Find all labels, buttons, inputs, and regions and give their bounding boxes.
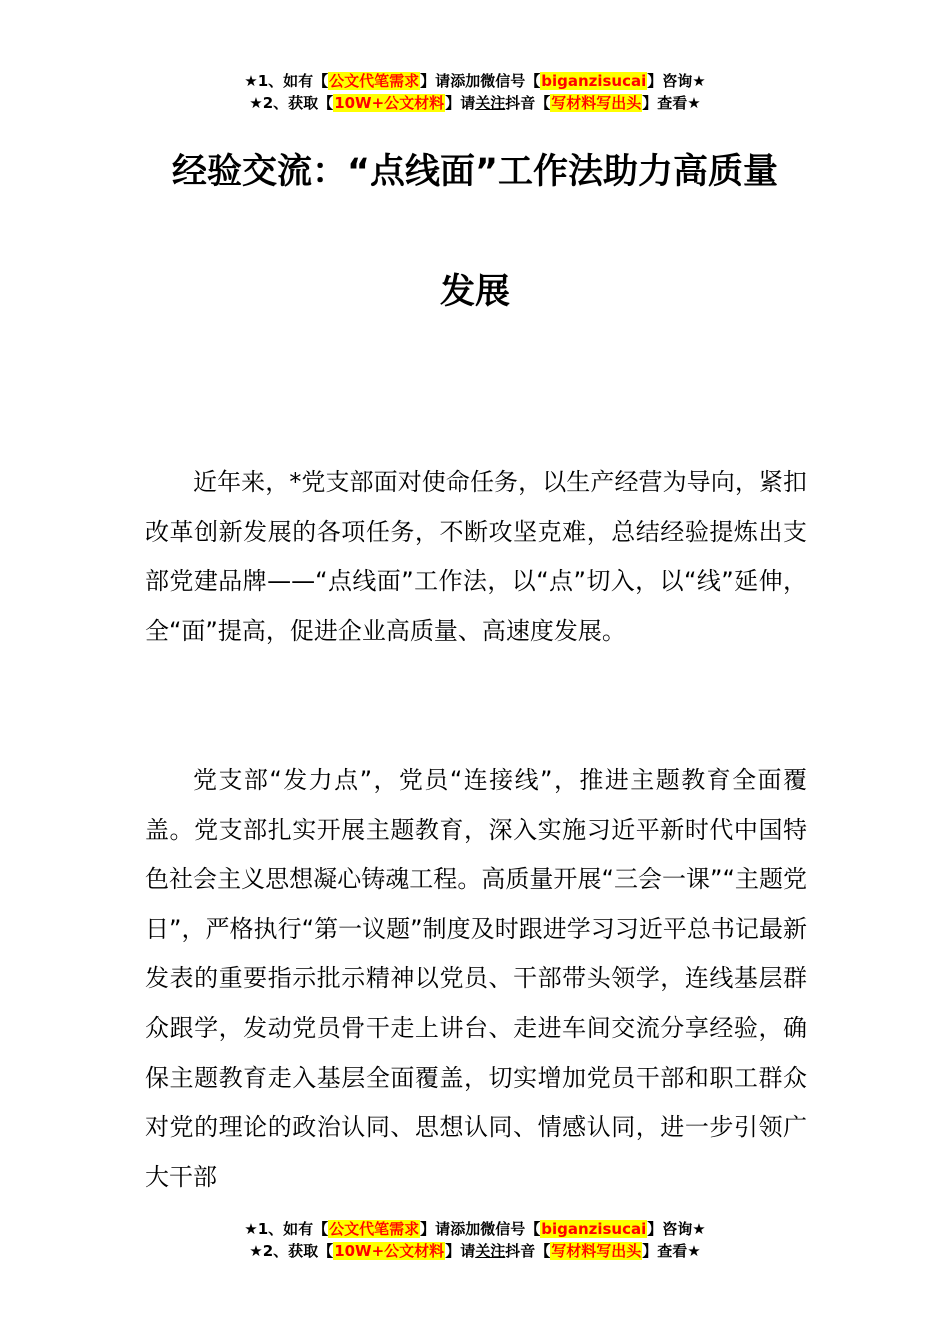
promo-highlight: biganzisucai — [541, 1220, 647, 1238]
promo-text: 】查看★ — [642, 1242, 701, 1260]
document-title: 经验交流：“点线面”工作法助力高质量 — [171, 152, 778, 192]
promo-line-2 — [0, 92, 950, 114]
promo-highlight: 公文代笔需求 — [329, 72, 420, 90]
promo-text: 】咨询★ — [647, 72, 706, 90]
promo-text: ★2、获取【 — [249, 94, 334, 112]
promo-highlight: 写材料写出头 — [551, 1242, 642, 1260]
promo-line-2 — [0, 1240, 950, 1262]
promo-highlight: biganzisucai — [541, 72, 647, 90]
promo-highlight: 10W+公文材料 — [334, 94, 445, 112]
promo-emphasis: 添加 — [450, 1220, 481, 1238]
promo-text: 】查看★ — [642, 94, 701, 112]
promo-text: 】咨询★ — [647, 1220, 706, 1238]
promo-text: 】请 — [420, 1220, 451, 1238]
document-title-continued: 发展 — [439, 272, 510, 312]
footer-promo-banner — [0, 1218, 950, 1262]
promo-text: 】请 — [420, 72, 451, 90]
promo-emphasis: 添加 — [450, 72, 481, 90]
promo-text: 微信号【 — [480, 1220, 541, 1238]
promo-text: 微信号【 — [480, 72, 541, 90]
promo-highlight: 10W+公文材料 — [334, 1242, 445, 1260]
promo-text: ★1、如有【 — [244, 1220, 329, 1238]
body-paragraph: 党支部“发力点”，党员“连接线”，推进主题教育全面覆盖。党支部扎实开展主题教育，深入实施习近平新时代中国特色社会主义思想凝心铸魂工程。高质量开展“三会一课”“主题党日”，严格执行“第一议题”制度及时跟进学习习近平总书记最新发表的重要指示批示精神以党员、干部带头领学，连线基层群众跟学，发动党员骨干走上讲台、走进车间交流分享经验，确保主题教育走入基层全面覆盖，切实增加党员干部和职工群众对党的理论的政治认同、思想认同、情感认同，进一步引领广大干部 — [145, 766, 807, 1191]
promo-text: 】请 — [445, 1242, 476, 1260]
promo-text: ★1、如有【 — [244, 72, 329, 90]
promo-text: ★2、获取【 — [249, 1242, 334, 1260]
promo-highlight: 公文代笔需求 — [329, 1220, 420, 1238]
promo-text: 抖音【 — [505, 1242, 551, 1260]
header-promo-banner — [0, 70, 950, 114]
promo-emphasis: 关注 — [475, 94, 506, 112]
promo-emphasis: 关注 — [475, 1242, 506, 1260]
promo-line-1 — [0, 1218, 950, 1240]
promo-text: 】请 — [445, 94, 476, 112]
promo-highlight: 写材料写出头 — [551, 94, 642, 112]
promo-line-1 — [0, 70, 950, 92]
promo-text: 抖音【 — [505, 94, 551, 112]
body-paragraph: 近年来，*党支部面对使命任务，以生产经营为导向，紧扣改革创新发展的各项任务，不断攻坚克难，总结经验提炼出支部党建品牌——“点线面”工作法，以“点”切入，以“线”延伸，全“面”提高，促进企业高质量、高速度发展。 — [145, 468, 807, 645]
